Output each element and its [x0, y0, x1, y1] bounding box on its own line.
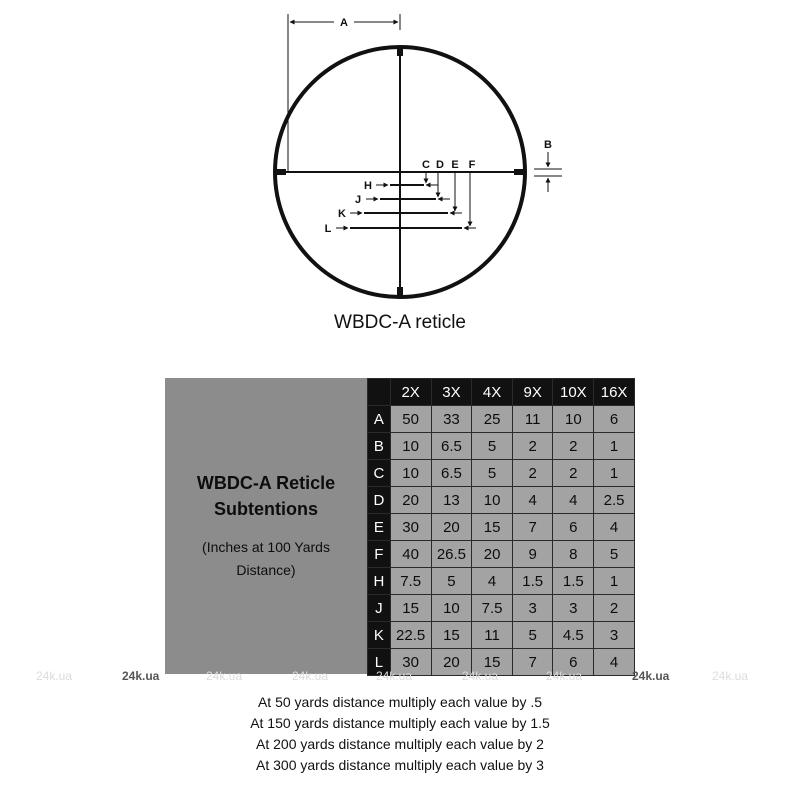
label-l: L [324, 223, 332, 235]
table-cell: 4 [512, 487, 553, 514]
watermark: 24k.ua [712, 669, 749, 683]
table-row [368, 595, 635, 622]
label-k: K [338, 208, 346, 220]
table-cell: 5 [431, 568, 472, 595]
table-row [368, 622, 635, 649]
table-row [368, 406, 635, 433]
table-title-line-1: WBDC-A Reticle [196, 473, 336, 493]
table-cell: 7 [512, 649, 553, 676]
table-cell: 11 [512, 406, 553, 433]
table-cell: 15 [472, 649, 513, 676]
note-50-yards: At 50 yards distance multiply each value by .5 [257, 694, 543, 710]
label-b: B [544, 139, 552, 151]
subtension-table [367, 378, 635, 676]
label-d: D [436, 159, 444, 171]
table-cell: 6.5 [431, 433, 472, 460]
table-subtitle-line-2: Distance) [236, 562, 296, 578]
table-cell: 20 [390, 487, 431, 514]
table-cell: 20 [472, 541, 513, 568]
table-title-line-2: Subtentions [214, 499, 318, 519]
watermark: 24k.ua [36, 669, 73, 683]
column-header: 16X [594, 379, 635, 406]
table-cell: 5 [512, 622, 553, 649]
label-h: H [364, 180, 372, 192]
table-cell: 6 [594, 406, 635, 433]
table-cell: 8 [553, 541, 594, 568]
table-row [368, 568, 635, 595]
table-cell: 30 [390, 649, 431, 676]
table-row [368, 433, 635, 460]
row-header: K [368, 622, 391, 649]
table-row [368, 460, 635, 487]
note-300-yards: At 300 yards distance multiply each value by 3 [256, 757, 544, 773]
table-cell: 10 [431, 595, 472, 622]
row-header: H [368, 568, 391, 595]
table-cell: 7.5 [390, 568, 431, 595]
table-cell: 2 [553, 460, 594, 487]
table-cell: 2 [512, 460, 553, 487]
label-j: J [354, 194, 362, 206]
table-cell: 10 [553, 406, 594, 433]
table-cell: 6 [553, 514, 594, 541]
table-cell: 3 [512, 595, 553, 622]
column-header: 4X [472, 379, 513, 406]
post-top [397, 46, 403, 56]
table-cell: 15 [390, 595, 431, 622]
post-left [276, 169, 286, 175]
table-cell: 1 [594, 568, 635, 595]
row-header: A [368, 406, 391, 433]
table-cell: 4 [594, 649, 635, 676]
corner-cell [368, 379, 391, 406]
table-cell: 3 [553, 595, 594, 622]
table-cell: 2 [512, 433, 553, 460]
table-cell: 6 [553, 649, 594, 676]
table-cell: 33 [431, 406, 472, 433]
table-cell: 7 [512, 514, 553, 541]
table-cell: 30 [390, 514, 431, 541]
table-cell: 11 [472, 622, 513, 649]
table-cell: 15 [472, 514, 513, 541]
row-header: J [368, 595, 391, 622]
table-row [368, 541, 635, 568]
table-cell: 20 [431, 514, 472, 541]
watermark: 24k.ua [122, 669, 160, 683]
watermark: 24k.ua [632, 669, 670, 683]
row-header: C [368, 460, 391, 487]
row-header: E [368, 514, 391, 541]
table-cell: 4 [472, 568, 513, 595]
watermark: 24k.ua [462, 669, 499, 683]
header-row [368, 379, 635, 406]
label-c: C [422, 159, 430, 171]
table-row [368, 514, 635, 541]
table-row [368, 487, 635, 514]
column-header: 2X [390, 379, 431, 406]
table-cell: 1.5 [512, 568, 553, 595]
table-cell: 26.5 [431, 541, 472, 568]
reticle-diagram [0, 0, 800, 320]
table-cell: 4 [553, 487, 594, 514]
table-title [165, 470, 367, 522]
column-header: 9X [512, 379, 553, 406]
watermark: 24k.ua [546, 669, 583, 683]
column-header: 10X [553, 379, 594, 406]
table-cell: 2 [594, 595, 635, 622]
table-cell: 13 [431, 487, 472, 514]
table-cell: 2.5 [594, 487, 635, 514]
table-cell: 6.5 [431, 460, 472, 487]
column-header: 3X [431, 379, 472, 406]
table-cell: 10 [390, 433, 431, 460]
table-cell: 4 [594, 514, 635, 541]
subtension-panel [165, 378, 635, 674]
note-150-yards: At 150 yards distance multiply each value by 1.5 [250, 715, 550, 731]
watermark-row [0, 669, 800, 685]
watermark: 24k.ua [206, 669, 243, 683]
label-a: A [340, 17, 348, 29]
row-header: D [368, 487, 391, 514]
table-cell: 4.5 [553, 622, 594, 649]
label-f: F [468, 159, 476, 171]
table-cell: 5 [472, 460, 513, 487]
table-cell: 1 [594, 460, 635, 487]
row-header: F [368, 541, 391, 568]
label-e: E [451, 159, 459, 171]
table-cell: 5 [594, 541, 635, 568]
table-cell: 22.5 [390, 622, 431, 649]
post-bottom [397, 287, 403, 297]
table-cell: 10 [390, 460, 431, 487]
table-cell: 5 [472, 433, 513, 460]
table-cell: 1 [594, 433, 635, 460]
table-cell: 7.5 [472, 595, 513, 622]
table-cell: 9 [512, 541, 553, 568]
table-cell: 10 [472, 487, 513, 514]
table-cell: 3 [594, 622, 635, 649]
table-cell: 2 [553, 433, 594, 460]
table-cell: 15 [431, 622, 472, 649]
table-subtitle [165, 536, 367, 582]
row-header: L [368, 649, 391, 676]
table-subtitle-line-1: (Inches at 100 Yards [202, 539, 330, 555]
reticle-caption: WBDC-A reticle [334, 312, 466, 333]
table-cell: 25 [472, 406, 513, 433]
table-cell: 40 [390, 541, 431, 568]
row-header: B [368, 433, 391, 460]
table-cell: 50 [390, 406, 431, 433]
post-right [514, 169, 524, 175]
table-title-block [165, 378, 367, 674]
watermark: 24k.ua [292, 669, 329, 683]
multiplier-notes [0, 692, 800, 776]
note-200-yards: At 200 yards distance multiply each value by 2 [256, 736, 544, 752]
watermark: 24k.ua [376, 669, 413, 683]
table-cell: 20 [431, 649, 472, 676]
table-cell: 1.5 [553, 568, 594, 595]
